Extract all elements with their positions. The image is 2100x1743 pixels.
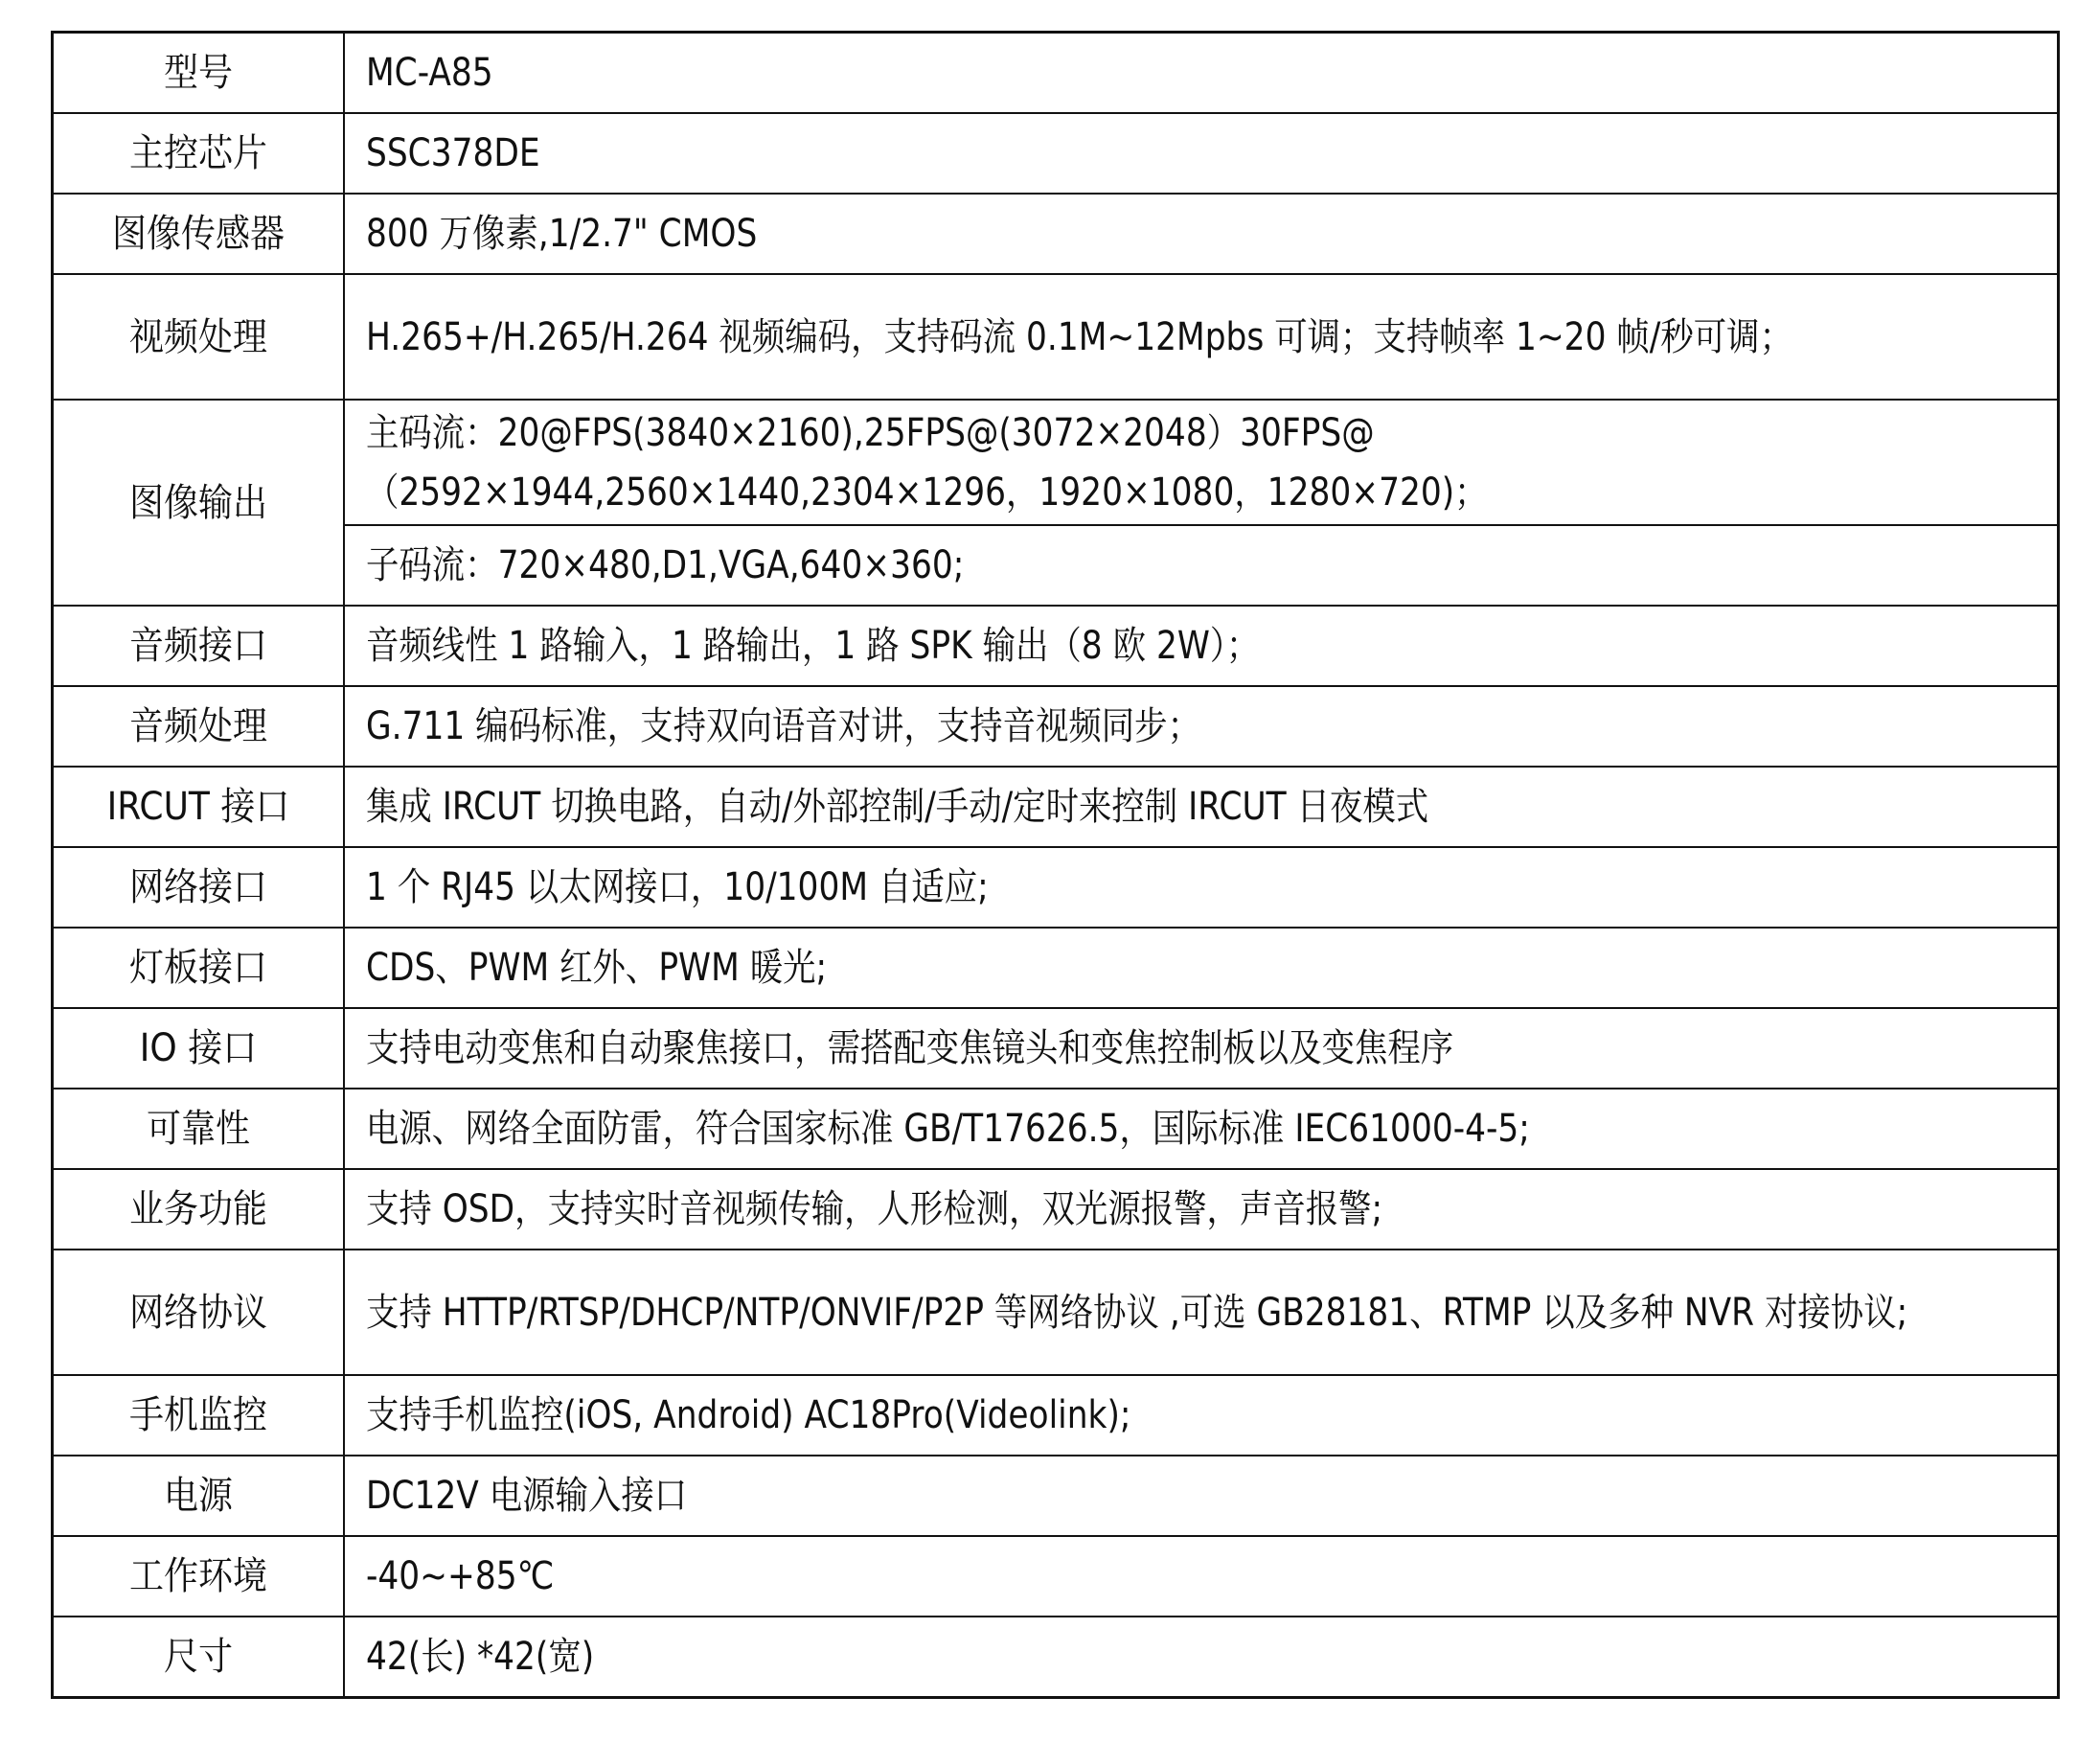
- row-label: [53, 33, 345, 114]
- table-row: [53, 686, 2059, 767]
- value-text: 电源、网络全面防雷，符合国家标准 GB/T17626.5，国际标准 IEC61000-4-5;: [366, 1107, 1530, 1151]
- label-text: 图像输出: [129, 480, 267, 525]
- value-text: 音频线性 1 路输入，1 路输出，1 路 SPK 输出（8 欧 2W）；: [366, 624, 1260, 668]
- row-label: [53, 606, 345, 686]
- label-text: 手机监控: [129, 1393, 267, 1437]
- row-label: [53, 1456, 345, 1536]
- row-label: [53, 686, 345, 767]
- table-row: [53, 400, 2059, 525]
- label-text: 灯板接口: [129, 946, 267, 990]
- row-value: [344, 274, 2059, 400]
- value-text: 800 万像素,1/2.7" CMOS: [366, 212, 758, 256]
- row-label: [53, 1250, 345, 1375]
- label-text: IO 接口: [139, 1026, 258, 1070]
- value-text: CDS、PWM 红外、PWM 暖光;: [366, 946, 828, 990]
- row-value: [344, 686, 2059, 767]
- value-text: SSC378DE: [366, 131, 540, 175]
- row-label: [53, 274, 345, 400]
- table-row: [53, 1456, 2059, 1536]
- label-text: 业务功能: [129, 1187, 267, 1231]
- row-label: [53, 1536, 345, 1617]
- value-text: G.711 编码标准，支持双向语音对讲，支持音视频同步；: [366, 704, 1200, 748]
- table-row: [53, 847, 2059, 928]
- label-text: 网络接口: [129, 865, 267, 909]
- value-text: 支持 HTTP/RTSP/DHCP/NTP/ONVIF/P2P 等网络协议 ,可选 GB28181、RTMP 以及多种 NVR 对接协议;: [366, 1290, 1908, 1335]
- table-row: [53, 1375, 2059, 1456]
- row-value: [344, 113, 2059, 194]
- table-row: [53, 1250, 2059, 1375]
- label-text: 视频处理: [129, 314, 267, 359]
- row-label: [53, 1617, 345, 1698]
- table-row: [53, 1536, 2059, 1617]
- value-text: 子码流：720×480,D1,VGA,640×360;: [366, 543, 965, 587]
- row-value: [344, 1089, 2059, 1169]
- row-label: [53, 1089, 345, 1169]
- value-text: 支持手机监控(iOS, Android) AC18Pro(Videolink);: [366, 1393, 1131, 1437]
- value-text: 集成 IRCUT 切换电路，自动/外部控制/手动/定时来控制 IRCUT 日夜模式: [366, 785, 1429, 829]
- row-value: [344, 1375, 2059, 1456]
- row-value: [344, 928, 2059, 1008]
- label-text: 网络协议: [129, 1290, 267, 1335]
- table-row: [53, 767, 2059, 847]
- table-row: [53, 274, 2059, 400]
- table-row: [53, 33, 2059, 114]
- row-value: [344, 1536, 2059, 1617]
- table-row: [53, 928, 2059, 1008]
- label-text: 音频接口: [129, 624, 267, 668]
- row-label: [53, 1008, 345, 1089]
- row-value-main-stream: [344, 400, 2059, 525]
- row-label: [53, 767, 345, 847]
- label-text: 音频处理: [129, 704, 267, 748]
- spec-table: [51, 31, 2060, 1699]
- row-label: [53, 847, 345, 928]
- label-text: 可靠性: [147, 1107, 250, 1151]
- table-row: [53, 113, 2059, 194]
- row-value: [344, 606, 2059, 686]
- row-value: [344, 1456, 2059, 1536]
- row-label: [53, 400, 345, 606]
- row-value: [344, 847, 2059, 928]
- row-value: [344, 1250, 2059, 1375]
- value-text: -40~+85℃: [366, 1554, 555, 1598]
- table-row: [53, 606, 2059, 686]
- row-label: [53, 1375, 345, 1456]
- row-label: [53, 1169, 345, 1250]
- row-value: [344, 1169, 2059, 1250]
- label-text: 尺寸: [164, 1635, 233, 1679]
- table-row: [53, 194, 2059, 274]
- label-text: 图像传感器: [112, 212, 285, 256]
- row-value: [344, 767, 2059, 847]
- label-text: IRCUT 接口: [106, 785, 290, 829]
- value-text: DC12V 电源输入接口: [366, 1474, 688, 1518]
- table-row: [53, 1089, 2059, 1169]
- label-text: 型号: [164, 51, 233, 95]
- table-row: [53, 1008, 2059, 1089]
- row-label: [53, 194, 345, 274]
- value-text: H.265+/H.265/H.264 视频编码，支持码流 0.1M~12Mpbs 可调；支持帧率 1~20 帧/秒可调；: [366, 314, 1792, 359]
- table-row: [53, 525, 2059, 606]
- value-text: 支持 OSD，支持实时音视频传输，人形检测，双光源报警，声音报警;: [366, 1187, 1383, 1231]
- row-value: [344, 33, 2059, 114]
- value-text: 42(长) *42(宽): [366, 1635, 595, 1679]
- row-label: [53, 928, 345, 1008]
- table-row: [53, 1617, 2059, 1698]
- row-value: [344, 1617, 2059, 1698]
- row-value-sub-stream: [344, 525, 2059, 606]
- label-text: 工作环境: [129, 1554, 267, 1598]
- value-text: 主码流：20@FPS(3840×2160),25FPS@(3072×2048）30FPS@（2592×1944,2560×1440,2304×1296，1920×1080，1280×720)；: [366, 410, 1488, 515]
- value-text: 支持电动变焦和自动聚焦接口，需搭配变焦镜头和变焦控制板以及变焦程序: [366, 1026, 1454, 1070]
- row-label: [53, 113, 345, 194]
- value-text: 1 个 RJ45 以太网接口，10/100M 自适应;: [366, 865, 989, 909]
- row-value: [344, 194, 2059, 274]
- label-text: 电源: [164, 1474, 233, 1518]
- table-row: [53, 1169, 2059, 1250]
- value-text: MC-A85: [366, 51, 493, 95]
- label-text: 主控芯片: [129, 131, 267, 175]
- row-value: [344, 1008, 2059, 1089]
